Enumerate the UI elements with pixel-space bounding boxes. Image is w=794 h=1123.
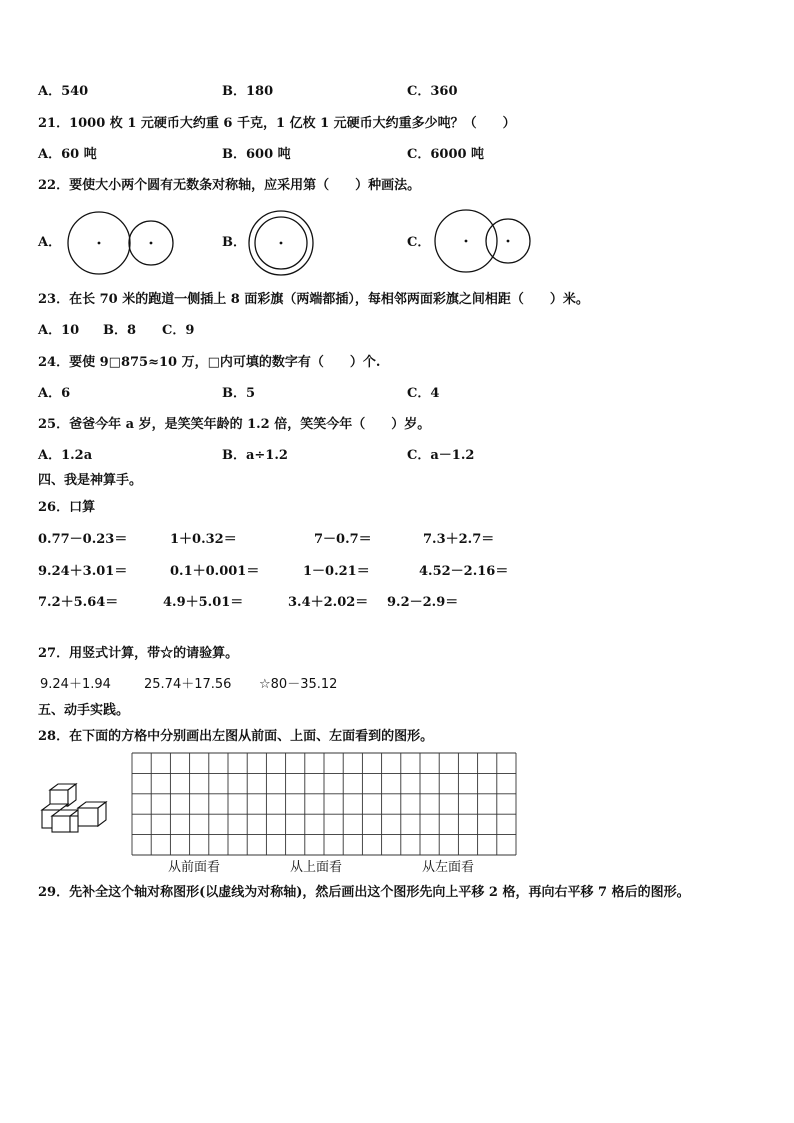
q26-item: 7.2＋5.64＝ [38, 595, 119, 610]
q23-stem: 23．在长 70 米的跑道一侧插上 8 面彩旗（两端都插），每相邻两面彩旗之间相距（ ）米。 [38, 292, 589, 307]
q26-item: 1－0.21＝ [303, 564, 370, 579]
q23-option-c: C．9 [162, 323, 195, 338]
cube-stack-figure [36, 782, 116, 834]
q25-option-a: A．1.2a [38, 448, 93, 463]
q26-item: 0.1＋0.001＝ [170, 564, 260, 579]
q20-option-a: A．540 [38, 84, 89, 99]
q26-item: 9.2－2.9＝ [387, 595, 459, 610]
q22-figure-a [62, 210, 182, 276]
q22-option-b: B． [222, 235, 246, 250]
q22-option-c: C． [407, 235, 431, 250]
grid-label-front: 从前面看 [168, 860, 221, 875]
section-5-heading: 五、动手实践。 [38, 703, 130, 718]
q24-option-b: B．5 [222, 386, 256, 401]
q22-figure-b [246, 208, 316, 278]
q26-item: 3.4＋2.02＝ [288, 595, 369, 610]
q26-item: 7.3＋2.7＝ [423, 532, 495, 547]
q27-item: 25.74＋17.56 [144, 677, 232, 692]
section-4-heading: 四、我是神算手。 [38, 473, 143, 488]
q25-option-b: B．a÷1.2 [222, 448, 288, 463]
q26-item: 9.24＋3.01＝ [38, 564, 128, 579]
q26-stem: 26．口算 [38, 500, 96, 515]
q26-item: 7－0.7＝ [314, 532, 372, 547]
q24-option-a: A．6 [38, 386, 71, 401]
q26-item: 4.52－2.16＝ [419, 564, 509, 579]
q26-item: 4.9＋5.01＝ [163, 595, 244, 610]
q20-option-b: B．180 [222, 84, 274, 99]
q23-option-b: B．8 [103, 323, 137, 338]
q27-item: ☆80－35.12 [259, 677, 338, 692]
q21-option-a: A．60 吨 [38, 147, 97, 162]
q27-item: 9.24＋1.94 [40, 677, 111, 692]
q24-stem: 24．要使 9□875≈10 万，□内可填的数字有（ ）个. [38, 355, 381, 370]
grid-label-top: 从上面看 [290, 860, 343, 875]
q20-option-c: C．360 [407, 84, 458, 99]
q23-option-a: A．10 [38, 323, 80, 338]
q21-option-b: B．600 吨 [222, 147, 291, 162]
q26-item: 1＋0.32＝ [170, 532, 237, 547]
q22-stem: 22．要使大小两个圆有无数条对称轴，应采用第（ ）种画法。 [38, 178, 421, 193]
q21-stem: 21．1000 枚 1 元硬币大约重 6 千克，1 亿枚 1 元硬币大约重多少吨？（ ） [38, 116, 516, 131]
q28-stem: 28．在下面的方格中分别画出左图从前面、上面、左面看到的图形。 [38, 729, 434, 744]
drawing-grid [131, 752, 517, 856]
grid-label-left: 从左面看 [422, 860, 475, 875]
q21-option-c: C．6000 吨 [407, 147, 485, 162]
q22-option-a: A． [38, 235, 62, 250]
q22-figure-c [430, 208, 540, 278]
q29-stem: 29．先补全这个轴对称图形(以虚线为对称轴)，然后画出这个图形先向上平移 2 格，再向右平移 7 格后的图形。 [38, 885, 690, 900]
q24-option-c: C．4 [407, 386, 440, 401]
q27-stem: 27．用竖式计算，带☆的请验算。 [38, 646, 239, 661]
q26-item: 0.77－0.23＝ [38, 532, 128, 547]
q25-option-c: C．a－1.2 [407, 448, 475, 463]
q25-stem: 25．爸爸今年 a 岁，是笑笑年龄的 1.2 倍，笑笑今年（ ）岁。 [38, 417, 431, 432]
